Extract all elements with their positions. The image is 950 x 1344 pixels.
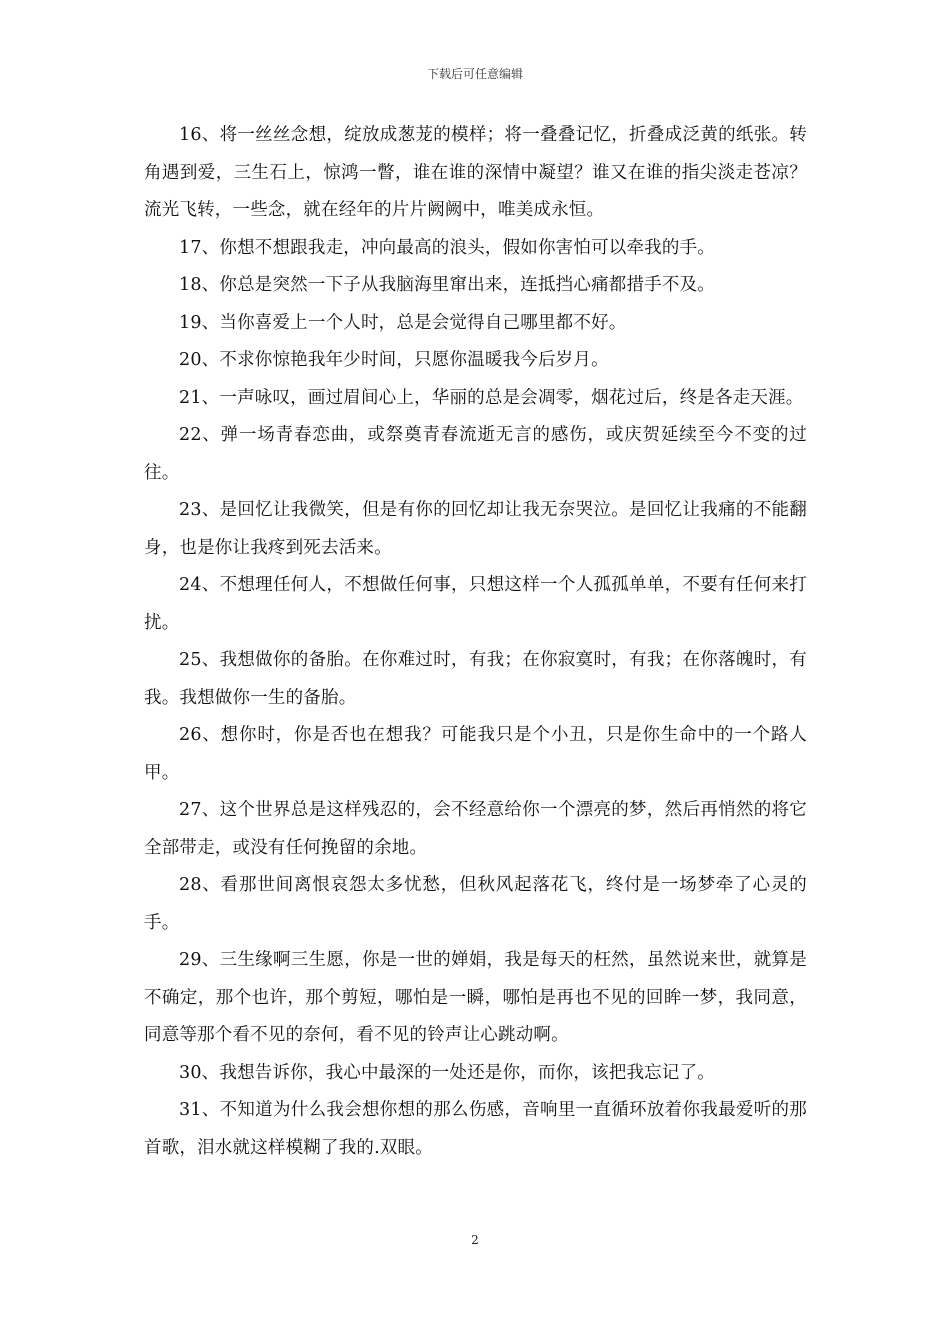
paragraph-25: 25、我想做你的备胎。在你难过时，有我；在你寂寞时，有我；在你落魄时，有我。我想做你一生的备胎。 <box>144 650 807 708</box>
paragraph-18: 18、你总是突然一下子从我脑海里窜出来，连抵挡心痛都措手不及。 <box>179 275 715 295</box>
paragraph-23: 23、是回忆让我微笑，但是有你的回忆却让我无奈哭泣。是回忆让我痛的不能翻身，也是你让我疼到死去活来。 <box>144 500 807 558</box>
page-number: 2 <box>471 1233 479 1247</box>
page-header: 下载后可任意编辑 <box>426 67 523 81</box>
paragraph-26: 26、想你时，你是否也在想我？可能我只是个小丑，只是你生命中的一个路人甲。 <box>144 725 807 783</box>
paragraph-28: 28、看那世间离恨哀怨太多忧愁，但秋风起落花飞，终付是一场梦牵了心灵的手。 <box>144 875 807 933</box>
document-body <box>144 117 807 1167</box>
paragraph-29: 29、三生缘啊三生愿，你是一世的婵娟，我是每天的枉然，虽然说来世，就算是不确定，那个也许，那个剪短，哪怕是一瞬，哪怕是再也不见的回眸一梦，我同意，同意等那个看不见的奈何，看不见的铃声让心跳动啊。 <box>144 950 807 1045</box>
paragraph-21: 21、一声咏叹，画过眉间心上，华丽的总是会凋零，烟花过后，终是各走天涯。 <box>179 387 804 408</box>
paragraph-27: 27、这个世界总是这样残忍的，会不经意给你一个漂亮的梦，然后再悄然的将它全部带走，或没有任何挽留的余地。 <box>144 800 807 858</box>
paragraph-30: 30、我想告诉你，我心中最深的一处还是你，而你，该把我忘记了。 <box>179 1062 715 1083</box>
paragraph-22: 22、弹一场青春恋曲，或祭奠青春流逝无言的感伤，或庆贺延续至今不变的过往。 <box>144 425 807 483</box>
paragraph-20: 20、不求你惊艳我年少时间，只愿你温暖我今后岁月。 <box>179 350 609 370</box>
paragraph-24: 24、不想理任何人，不想做任何事，只想这样一个人孤孤单单，不要有任何来打扰。 <box>144 575 807 633</box>
paragraph-31: 31、不知道为什么我会想你想的那么伤感，音响里一直循环放着你我最爱听的那首歌，泪水就这样模糊了我的.双眼。 <box>144 1100 807 1158</box>
paragraph-17: 17、你想不想跟我走，冲向最高的浪头，假如你害怕可以牵我的手。 <box>179 237 715 258</box>
paragraph-19: 19、当你喜爱上一个人时，总是会觉得自己哪里都不好。 <box>179 312 627 333</box>
paragraph-16: 16、将一丝丝念想，绽放成葱茏的模样；将一叠叠记忆，折叠成泛黄的纸张。转角遇到爱，三生石上，惊鸿一瞥，谁在谁的深情中凝望？谁又在谁的指尖淡走苍凉？流光飞转，一些念，就在经年的片片阙阙中，唯美成永恒。 <box>144 125 807 220</box>
